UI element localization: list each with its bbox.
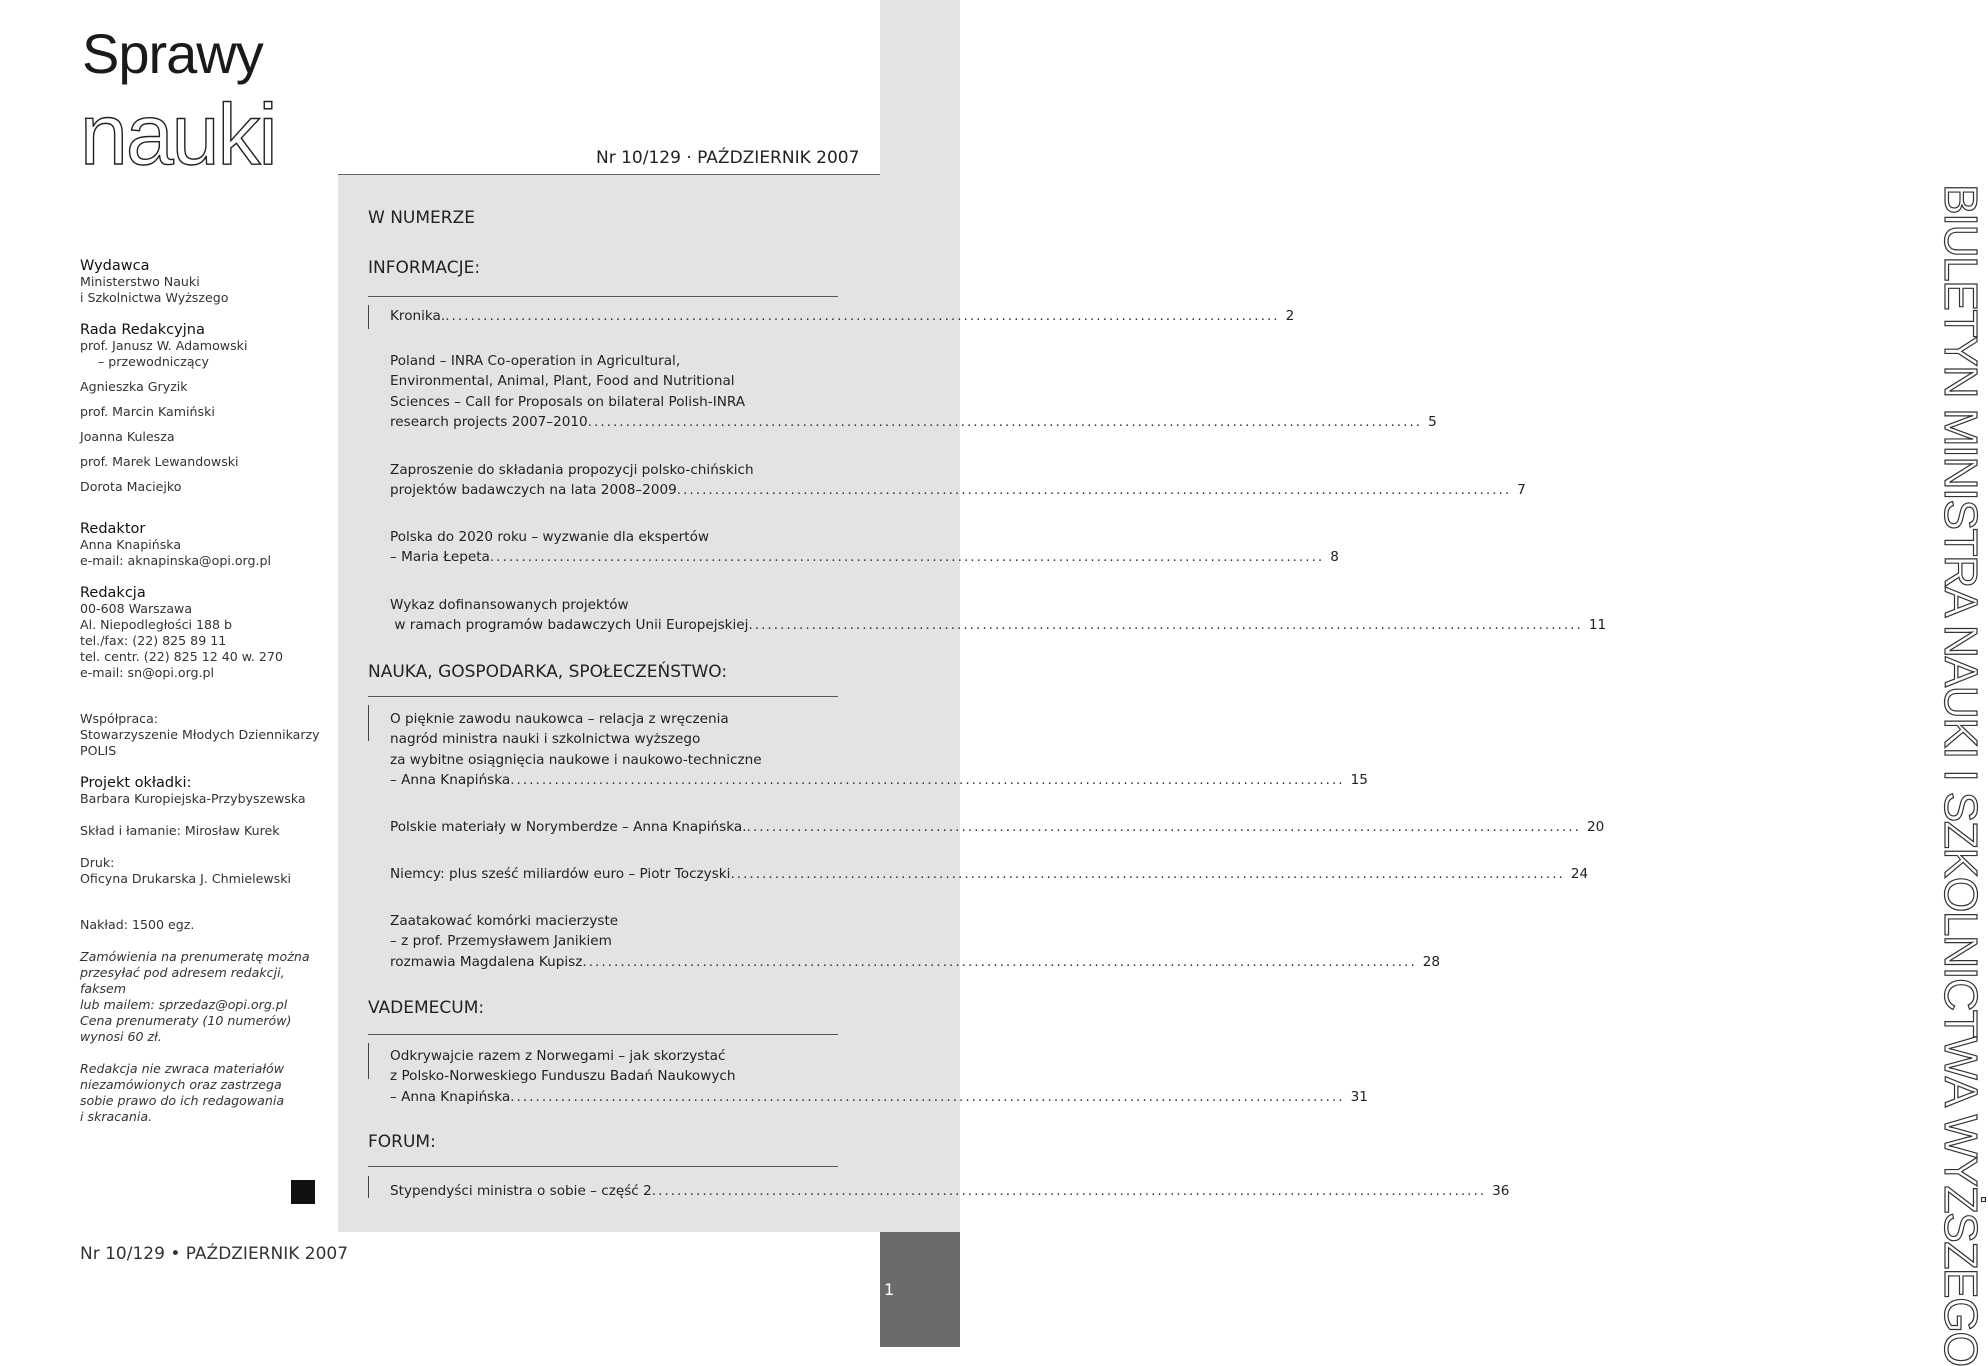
section-rule: [368, 1034, 838, 1035]
redaktor-email: e-mail: aknapinska@opi.org.pl: [80, 553, 272, 568]
redakcja-line: tel./fax: (22) 825 89 11: [80, 633, 227, 648]
toc-section-title: INFORMACJE:: [368, 258, 481, 278]
section-rule: [368, 1166, 838, 1167]
wydawca-line: i Szkolnictwa Wyższego: [80, 290, 229, 305]
druk-heading: Druk:: [80, 855, 115, 870]
toc-entry[interactable]: Niemcy: plus sześć miliardów euro – Piotr Toczyski ..... 24: [390, 864, 833, 884]
redakcja-note-line: i skracania.: [80, 1109, 153, 1124]
redakcja-note-line: sobie prawo do ich redagowania: [80, 1093, 285, 1108]
zamowienia-line: lub mailem: sprzedaz@opi.org.pl: [80, 997, 288, 1012]
toc-section-title: NAUKA, GOSPODARKA, SPOŁECZEŃSTWO:: [368, 662, 728, 682]
section-bar: [368, 1043, 369, 1079]
toc-entry[interactable]: O pięknie zawodu naukowca – relacja z wręczenia nagród ministra nauki i szkolnictwa wyższego za wybitne osiągnięcia naukowe i naukowo-techniczne – Anna Knapińska ..... 15: [390, 709, 833, 790]
section-bar: [368, 705, 369, 741]
toc-section-title: VADEMECUM:: [368, 998, 485, 1018]
wydawca-line: Ministerstwo Nauki: [80, 274, 200, 289]
wspolpraca-heading: Współpraca:: [80, 711, 159, 726]
toc-entry[interactable]: Polska do 2020 roku – wyzwanie dla ekspertów – Maria Łepeta ..... 8: [390, 527, 833, 568]
side-band-title: BIULETYN MINISTRA NAUKI I SZKOLNICTWA WYŻSZEGO: [1935, 184, 1987, 1366]
projekt-line: Barbara Kuropiejska-Przybyszewska: [80, 791, 306, 806]
redakcja-note-line: Redakcja nie zwraca materiałów: [80, 1061, 285, 1076]
imprint-column: [80, 258, 325, 1125]
toc-entry[interactable]: Poland – INRA Co-operation in Agricultural, Environmental, Animal, Plant, Food and Nutritional Sciences – Call for Proposals on bilateral Polish-INRA research projects 2007–2010 ..... 5: [390, 351, 833, 432]
redakcja-line: Al. Niepodległości 188 b: [80, 617, 233, 632]
projekt-heading: Projekt okładki:: [80, 775, 192, 791]
rada-member: Joanna Kulesza: [80, 429, 175, 444]
toc-section-title: FORUM:: [368, 1132, 436, 1152]
section-bar: [368, 1176, 369, 1198]
redakcja-note-line: niezamówionych oraz zastrzega: [80, 1077, 282, 1092]
toc-entry[interactable]: Stypendyści ministra o sobie – część 2 ..... 36: [390, 1181, 833, 1201]
zamowienia-line: Cena prenumeraty (10 numerów): [80, 1013, 292, 1028]
rada-heading: Rada Redakcyjna: [80, 322, 205, 338]
redakcja-line: tel. centr. (22) 825 12 40 w. 270: [80, 649, 283, 664]
logo-sprawy: Sprawy: [82, 22, 263, 85]
toc-entry[interactable]: Odkrywajcie razem z Norwegami – jak skorzystać z Polsko-Norweskiego Funduszu Badań Naukowych – Anna Knapińska ..... 31: [390, 1046, 833, 1107]
section-rule: [368, 696, 838, 697]
toc-entry[interactable]: Zaproszenie do składania propozycji polsko-chińskich projektów badawczych na lata 2008–2009 ..... 7: [390, 460, 833, 501]
sklad-line: Skład i łamanie: Mirosław Kurek: [80, 823, 280, 838]
rada-member: Dorota Maciejko: [80, 479, 182, 494]
toc-entry[interactable]: Zaatakować komórki macierzyste – z prof. Przemysławem Janikiem rozmawia Magdalena Kupisz ..... 28: [390, 911, 833, 972]
rada-member: prof. Marek Lewandowski: [80, 454, 239, 469]
redakcja-email: e-mail: sn@opi.org.pl: [80, 665, 215, 680]
druk-line: Oficyna Drukarska J. Chmielewski: [80, 871, 292, 886]
wspolpraca-line: Stowarzyszenie Młodych Dziennikarzy: [80, 727, 320, 742]
toc-entry[interactable]: Polskie materiały w Norymberdze – Anna Knapińska. ..... 20: [390, 817, 833, 837]
naklad-line: Nakład: 1500 egz.: [80, 917, 195, 932]
decorative-square: [291, 1180, 315, 1204]
page-number: 1: [884, 1280, 895, 1299]
section-rule: [368, 296, 838, 297]
redaktor-line: Anna Knapińska: [80, 537, 182, 552]
zamowienia-line: wynosi 60 zł.: [80, 1029, 162, 1044]
rada-chair-role: – przewodniczący: [98, 354, 209, 369]
rada-member: Agnieszka Gryzik: [80, 379, 188, 394]
header-rule: [338, 174, 880, 175]
zamowienia-line: przesyłać pod adresem redakcji, faksem: [80, 965, 285, 996]
toc-heading: W NUMERZE: [368, 208, 475, 228]
redakcja-line: 00-608 Warszawa: [80, 601, 193, 616]
logo-nauki: nauki: [80, 87, 276, 183]
redakcja-heading: Redakcja: [80, 585, 146, 601]
rada-member: prof. Marcin Kamiński: [80, 404, 215, 419]
section-bar: [368, 305, 369, 329]
zamowienia-line: Zamówienia na prenumeratę można: [80, 949, 310, 964]
issue-header: Nr 10/129 · PAŹDZIERNIK 2007: [596, 148, 860, 168]
issue-footer: Nr 10/129 • PAŹDZIERNIK 2007: [80, 1244, 349, 1264]
wydawca-heading: Wydawca: [80, 258, 150, 274]
rada-chair: prof. Janusz W. Adamowski: [80, 338, 248, 353]
toc-entry[interactable]: Kronika. ..... 2: [390, 306, 833, 326]
toc-entry[interactable]: Wykaz dofinansowanych projektów w ramach programów badawczych Unii Europejskiej ..... 11: [390, 595, 833, 636]
wspolpraca-line: POLIS: [80, 743, 117, 758]
redaktor-heading: Redaktor: [80, 521, 146, 537]
